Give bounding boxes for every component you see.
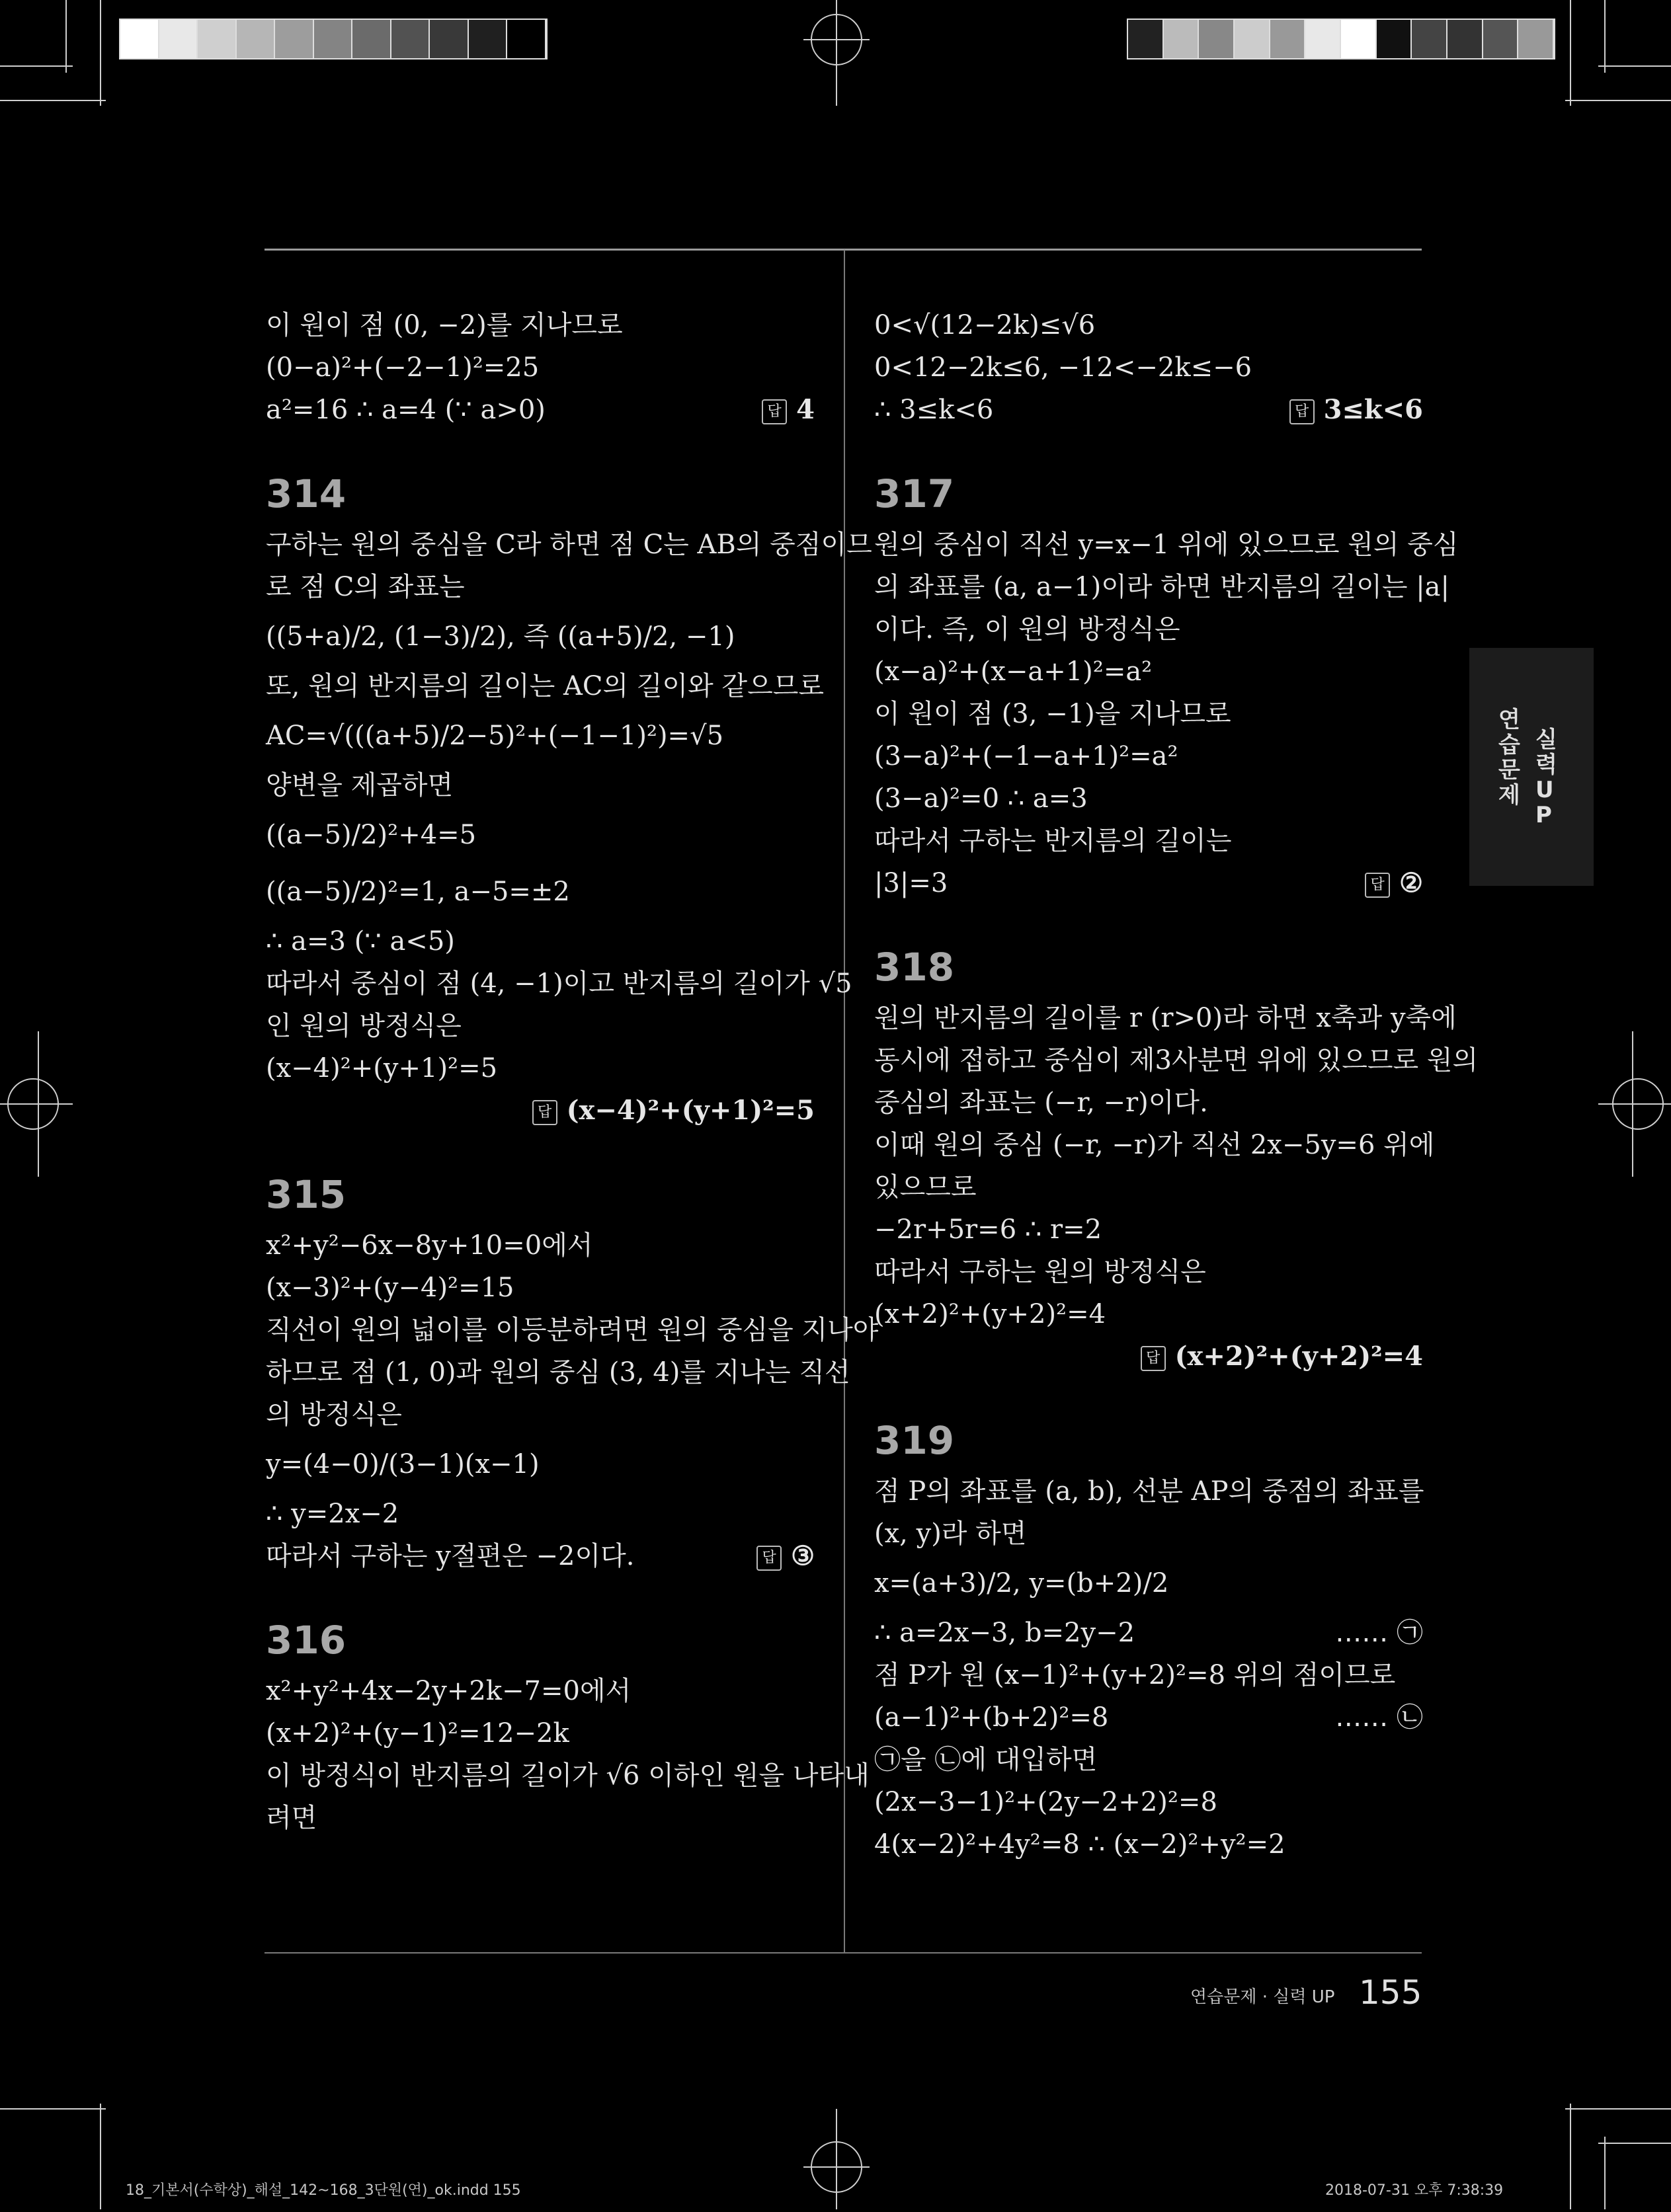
answer-tag-icon: 답 <box>1289 399 1315 424</box>
color-swatch <box>1270 20 1306 58</box>
grayscale-strip-left <box>119 19 548 59</box>
answer-tag-icon: 답 <box>1141 1346 1166 1371</box>
text-line <box>266 1309 879 1351</box>
bottom-rule <box>265 1952 1422 1954</box>
line-text: 0<√(12−2k)≤√6 <box>874 310 1096 340</box>
equation-marker: …… ㉠ <box>1335 1618 1423 1648</box>
line-text: ∴ 3≤k<6 <box>874 395 994 425</box>
text-line <box>874 1166 1423 1208</box>
text-line <box>874 693 1423 735</box>
color-swatch <box>1235 20 1270 58</box>
text-line <box>874 389 1423 431</box>
line-text: 따라서 구하는 원의 방정식은 <box>874 1257 1206 1287</box>
color-strip-right <box>1127 19 1555 59</box>
text-line <box>874 820 1423 862</box>
color-swatch <box>1199 20 1235 58</box>
crop-mark-bottom-left <box>0 2077 132 2209</box>
line-text: 또, 원의 반지름의 길이는 AC의 길이와 같으므로 <box>266 671 825 701</box>
answer-value: 4 <box>796 394 815 425</box>
text-line <box>266 346 815 389</box>
text-line <box>874 1696 1423 1739</box>
line-text: 있으므로 <box>874 1172 977 1203</box>
line-text: 중심의 좌표는 (−r, −r)이다. <box>874 1087 1208 1118</box>
line-text: 이다. 즉, 이 원의 방정식은 <box>874 614 1180 645</box>
text-line <box>266 524 872 566</box>
grayscale-swatch <box>198 20 237 58</box>
line-text: (a−1)²+(b+2)²=8 <box>874 1702 1109 1733</box>
grayscale-swatch <box>314 20 353 58</box>
text-line <box>874 1293 1423 1335</box>
answer-value: (x+2)²+(y+2)²=4 <box>1174 1341 1423 1372</box>
line-text: x²+y²−6x−8y+10=0에서 <box>266 1230 593 1261</box>
line-text: a²=16 ∴ a=4 (∵ a>0) <box>266 395 546 425</box>
line-text: 이때 원의 중심 (−r, −r)가 직선 2x−5y=6 위에 <box>874 1130 1435 1160</box>
line-text: ((5+a)/2, (1−3)/2), 즉 ((a+5)/2, −1) <box>266 621 735 652</box>
text-line <box>266 1005 815 1047</box>
answer-box <box>1141 1335 1423 1378</box>
answer-box <box>756 1535 815 1577</box>
line-text: 의 방정식은 <box>266 1400 402 1430</box>
line-text: (x−a)²+(x−a+1)²=a² <box>874 656 1153 687</box>
text-line <box>266 764 815 807</box>
line-text: 인 원의 방정식은 <box>266 1011 462 1041</box>
crop-mark-bottom-right <box>1539 2077 1671 2209</box>
side-tab <box>1469 648 1594 886</box>
grayscale-swatch <box>237 20 276 58</box>
line-text: 구하는 원의 중심을 C라 하면 점 C는 AB의 중점이므 <box>266 530 872 560</box>
line-text: y=(4−0)/(3−1)(x−1) <box>266 1449 540 1480</box>
equation-marker: …… ㉡ <box>1335 1702 1423 1733</box>
line-text: ∴ a=3 (∵ a<5) <box>266 926 455 957</box>
text-line <box>874 524 1459 566</box>
line-text: 하므로 점 (1, 0)과 원의 중심 (3, 4)를 지나는 직선 <box>266 1357 850 1388</box>
line-text: (3−a)²+(−1−a+1)²=a² <box>874 741 1178 771</box>
answer-box <box>532 1089 815 1132</box>
grayscale-swatch <box>159 20 198 58</box>
text-line <box>874 862 1423 904</box>
answer-box <box>1289 389 1423 431</box>
registration-mark-left <box>0 1031 73 1177</box>
page-number: 155 <box>1359 1973 1422 2012</box>
problem-number: 319 <box>874 1418 955 1463</box>
text-line <box>874 1823 1423 1866</box>
grayscale-swatch <box>391 20 430 58</box>
text-line <box>266 920 815 963</box>
text-line <box>874 566 1449 608</box>
grayscale-swatch <box>469 20 508 58</box>
line-text: 의 좌표를 (a, a−1)이라 하면 반지름의 길이는 |a| <box>874 572 1449 602</box>
answer-box <box>762 389 815 431</box>
text-line <box>874 1039 1479 1082</box>
line-text: (x+2)²+(y−1)²=12−2k <box>266 1718 569 1749</box>
text-line <box>874 1082 1423 1124</box>
right-column <box>874 304 1479 1866</box>
line-text: 원의 중심이 직선 y=x−1 위에 있으므로 원의 중심 <box>874 530 1459 560</box>
text-line <box>266 304 815 346</box>
text-line <box>266 1493 815 1535</box>
line-text: 4(x−2)²+4y²=8 ∴ (x−2)²+y²=2 <box>874 1829 1285 1860</box>
line-text: x²+y²+4x−2y+2k−7=0에서 <box>266 1676 632 1706</box>
text-line <box>266 1755 870 1797</box>
text-line <box>874 651 1423 693</box>
line-text: 려면 <box>266 1803 317 1833</box>
line-text: 양변을 제곱하면 <box>266 770 454 801</box>
math-display-line <box>266 863 815 920</box>
line-text: 0<12−2k≤6, −12<−2k≤−6 <box>874 352 1252 383</box>
line-text: 로 점 C의 좌표는 <box>266 572 465 602</box>
text-line <box>874 346 1423 389</box>
line-text: x=(a+3)/2, y=(b+2)/2 <box>874 1568 1169 1599</box>
line-text: (3−a)²=0 ∴ a=3 <box>874 783 1088 814</box>
color-swatch <box>1447 20 1483 58</box>
problem-number: 317 <box>874 471 955 516</box>
color-swatch <box>1128 20 1164 58</box>
answer-tag-icon: 답 <box>762 399 787 424</box>
text-line <box>266 1797 815 1839</box>
answer-value: 3≤k<6 <box>1323 394 1423 425</box>
line-text: (2x−3−1)²+(2y−2+2)²=8 <box>874 1787 1217 1817</box>
text-line <box>874 608 1423 651</box>
color-swatch <box>1483 20 1519 58</box>
text-line <box>874 777 1423 820</box>
color-swatch <box>1412 20 1447 58</box>
column-divider <box>844 250 845 1952</box>
text-line <box>874 1124 1435 1166</box>
side-tab-label-2: 실력UP <box>1535 727 1557 828</box>
line-text: 따라서 구하는 반지름의 길이는 <box>874 826 1232 856</box>
problem-number: 315 <box>266 1172 346 1217</box>
color-swatch <box>1341 20 1377 58</box>
problem-number: 314 <box>266 471 346 516</box>
text-line <box>266 1670 815 1712</box>
crop-mark-top-left <box>0 0 132 132</box>
crop-mark-top-right <box>1539 0 1671 132</box>
line-text: (0−a)²+(−2−1)²=25 <box>266 352 540 383</box>
top-rule <box>265 249 1422 251</box>
text-line <box>266 1394 815 1436</box>
text-line <box>266 1047 815 1089</box>
print-date-info: 2018-07-31 오후 7:38:39 <box>1325 2182 1504 2199</box>
color-swatch <box>1164 20 1200 58</box>
math-display-line <box>266 1436 815 1493</box>
text-line <box>874 1513 1423 1555</box>
text-line <box>874 997 1457 1039</box>
grayscale-swatch <box>275 20 314 58</box>
line-text: 점 P가 원 (x−1)²+(y+2)²=8 위의 점이므로 <box>874 1660 1396 1690</box>
text-line <box>874 1251 1423 1293</box>
line-text: 점 P의 좌표를 (a, b), 선분 AP의 중점의 좌표를 <box>874 1476 1424 1507</box>
color-swatch <box>1377 20 1412 58</box>
line-text: −2r+5r=6 ∴ r=2 <box>874 1214 1102 1245</box>
math-display-line <box>266 608 815 665</box>
footer-section: 연습문제 · 실력 UP <box>1190 1987 1335 2007</box>
math-display-line <box>266 707 815 764</box>
text-line <box>266 566 815 608</box>
text-line <box>266 389 815 431</box>
left-column <box>266 304 879 1839</box>
line-text: 이 방정식이 반지름의 길이가 √6 이하인 원을 나타내 <box>266 1760 870 1791</box>
grayscale-swatch <box>352 20 391 58</box>
line-text: 따라서 구하는 y절편은 −2이다. <box>266 1541 635 1571</box>
answer-box <box>1365 862 1423 904</box>
line-text: 이 원이 점 (3, −1)을 지나므로 <box>874 699 1231 729</box>
line-text: (x−4)²+(y+1)²=5 <box>266 1053 498 1084</box>
line-text: 동시에 접하고 중심이 제3사분면 위에 있으므로 원의 <box>874 1045 1479 1076</box>
line-text: 이 원이 점 (0, −2)를 지나므로 <box>266 310 623 340</box>
text-line <box>874 1612 1423 1654</box>
text-line <box>266 1089 815 1132</box>
text-line <box>874 1654 1423 1696</box>
registration-mark-top <box>803 0 870 106</box>
text-line <box>874 1781 1423 1823</box>
answer-tag-icon: 답 <box>532 1100 557 1125</box>
answer-value: (x−4)²+(y+1)²=5 <box>566 1095 815 1126</box>
text-line <box>874 1208 1423 1251</box>
text-line <box>266 1712 815 1755</box>
text-line <box>266 1351 850 1394</box>
grayscale-swatch <box>507 20 546 58</box>
line-text: |3|=3 <box>874 868 948 898</box>
line-text: AC=√(((a+5)/2−5)²+(−1−1)²)=√5 <box>266 721 724 751</box>
grayscale-swatch <box>430 20 469 58</box>
text-line <box>874 1335 1423 1378</box>
text-line <box>874 304 1423 346</box>
text-line <box>266 1224 815 1267</box>
line-text: (x+2)²+(y+2)²=4 <box>874 1299 1106 1329</box>
line-text: (x, y)라 하면 <box>874 1519 1027 1549</box>
problem-number: 316 <box>266 1618 346 1663</box>
registration-mark-right <box>1598 1031 1671 1177</box>
side-tab-label-1: 연습문제 <box>1498 707 1520 809</box>
line-text: ∴ a=2x−3, b=2y−2 <box>874 1618 1135 1648</box>
line-text: (x−3)²+(y−4)²=15 <box>266 1273 514 1303</box>
line-text: 따라서 중심이 점 (4, −1)이고 반지름의 길이가 √5 <box>266 968 852 999</box>
line-text: ((a−5)/2)²+4=5 <box>266 820 477 850</box>
line-text: 직선이 원의 넓이를 이등분하려면 원의 중심을 지나야 <box>266 1315 879 1345</box>
answer-value: ③ <box>791 1540 815 1571</box>
math-display-line <box>874 1555 1423 1612</box>
problem-number: 318 <box>874 945 955 990</box>
print-file-info: 18_기본서(수학상)_해설_142~168_3단원(연)_ok.indd 155 <box>126 2182 521 2199</box>
text-line <box>874 1739 1423 1781</box>
answer-tag-icon: 답 <box>1365 873 1390 898</box>
line-text: 원의 반지름의 길이를 r (r>0)라 하면 x축과 y축에 <box>874 1003 1457 1033</box>
math-display-line <box>266 807 815 863</box>
line-text: ((a−5)/2)²=1, a−5=±2 <box>266 877 570 907</box>
text-line <box>874 735 1423 777</box>
line-text: ∴ y=2x−2 <box>266 1499 399 1529</box>
answer-tag-icon: 답 <box>756 1546 782 1571</box>
text-line <box>874 1470 1423 1513</box>
text-line <box>266 1535 815 1577</box>
color-swatch <box>1305 20 1341 58</box>
registration-mark-bottom <box>803 2109 870 2209</box>
text-line <box>266 665 825 707</box>
answer-value: ② <box>1399 867 1423 898</box>
text-line <box>266 1267 815 1309</box>
line-text: ㉠을 ㉡에 대입하면 <box>874 1745 1098 1775</box>
text-line <box>266 963 852 1005</box>
